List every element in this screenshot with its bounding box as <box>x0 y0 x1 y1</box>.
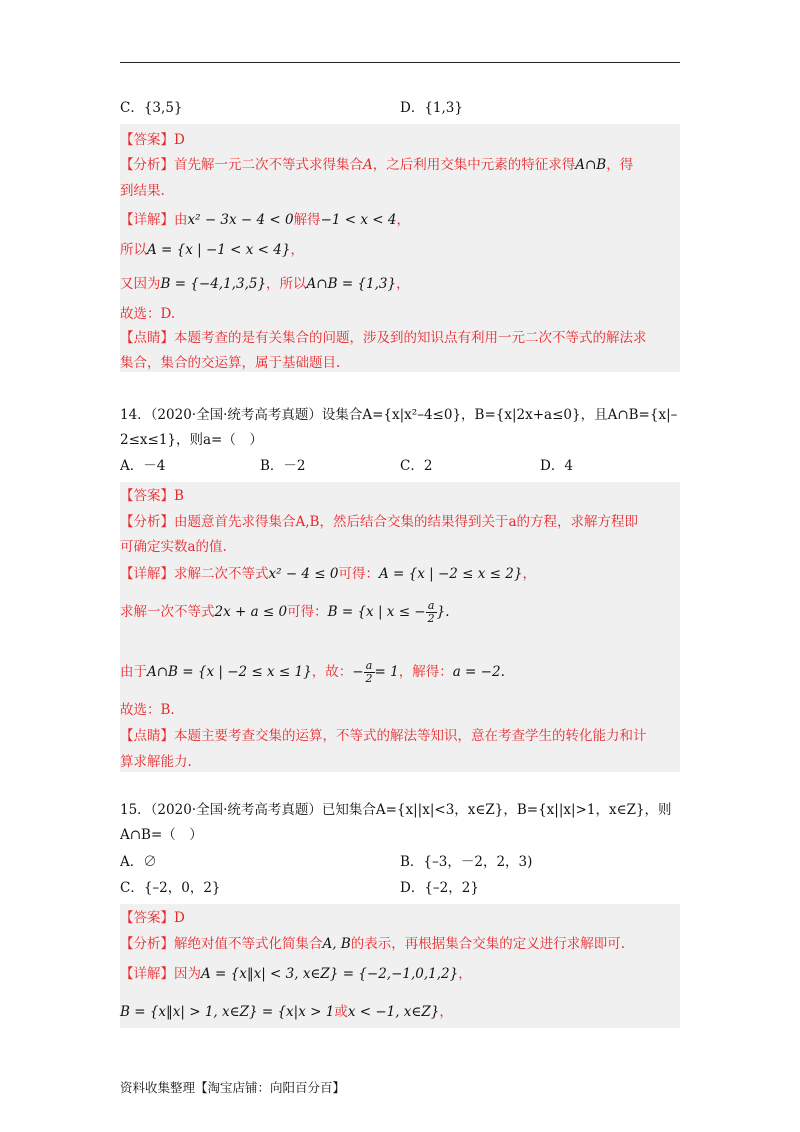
q14-stem-line1: 14．（2020·全国·统考高考真题）设集合A={x|x²–4≤0}，B={x|2x+a≤0}，且A∩B={x|– <box>120 407 678 423</box>
option-label: D． <box>400 100 425 116</box>
q14-detail-line1: 【详解】求解二次不等式x² − 4 ≤ 0可得：A = {x | −2 ≤ x ≤ 2}， <box>120 566 536 582</box>
header-rule <box>120 62 680 63</box>
q15-option-d: D．{–2，2} <box>400 880 479 896</box>
q15-option-b: B．{–3，－2，2，3) <box>400 854 533 870</box>
q14-analysis-line2: 可确定实数a的值. <box>120 539 227 555</box>
q13-analysis-line2: 到结果. <box>120 183 165 199</box>
q13-detail-line1: 【详解】由x² − 3x − 4 < 0解得−1 < x < 4， <box>120 212 410 228</box>
q14-comment-line1: 【点睛】本题主要考查交集的运算，不等式的解法等知识，意在考查学生的转化能力和计 <box>120 728 647 744</box>
q15-option-c: C．{–2，0，2} <box>120 880 221 896</box>
q14-stem-line2: 2≤x≤1}，则a=（ ） <box>120 432 263 448</box>
option-label: C． <box>120 100 144 116</box>
q14-comment-line2: 算求解能力. <box>120 754 192 770</box>
q14-option-a: A．－4 <box>120 458 166 474</box>
q14-detail-line2: 求解一次不等式2x + a ≤ 0可得：B = {x | x ≤ − $\frac{a}{2}$ }. <box>120 599 450 625</box>
q13-analysis-line1: 【分析】首先解一元二次不等式求得集合A，之后利用交集中元素的特征求得A∩B，得 <box>120 157 634 173</box>
fraction: $\frac{a}{2}$ <box>427 599 435 625</box>
q14-option-d: D．4 <box>540 458 573 474</box>
q14-answer: 【答案】B <box>120 488 184 504</box>
q14-option-b: B．－2 <box>260 458 306 474</box>
fraction: $\frac{a}{2}$ <box>365 659 373 685</box>
q15-analysis-line1: 【分析】解绝对值不等式化简集合A, B的表示，再根据集合交集的定义进行求解即可. <box>120 936 626 952</box>
q15-answer: 【答案】D <box>120 910 185 926</box>
option-value: {1,3} <box>424 100 463 116</box>
q13-option-d <box>400 98 463 118</box>
q13-comment-line1: 【点睛】本题考查的是有关集合的问题，涉及到的知识点有利用一元二次不等式的解法求 <box>120 330 647 346</box>
q14-analysis-line1: 【分析】由题意首先求得集合A,B，然后结合交集的结果得到关于a的方程，求解方程即 <box>120 514 639 530</box>
q13-choose: 故选：D. <box>120 306 176 322</box>
q13-answer: 【答案】D <box>120 132 185 148</box>
page-footer: 资料收集整理【淘宝店铺：向阳百分百】 <box>120 1080 346 1095</box>
q15-detail-line1: 【详解】因为A = {x‖x| < 3, x∈Z} = {−2,−1,0,1,2}， <box>120 966 472 982</box>
option-value: {3,5} <box>143 100 183 116</box>
q13-option-c <box>120 98 183 118</box>
q13-detail-line3: 又因为B = {−4,1,3,5}，所以A∩B = {1,3}， <box>120 276 410 292</box>
q14-option-c: C．2 <box>400 458 433 474</box>
q13-detail-line2: 所以A = {x | −1 < x < 4}， <box>120 242 304 258</box>
q15-stem-line1: 15．（2020·全国·统考高考真题）已知集合A={x||x|<3，x∈Z}，B={x||x|>1，x∈Z}，则 <box>120 802 672 818</box>
q15-stem-line2: A∩B=（ ） <box>120 827 203 843</box>
q14-choose: 故选：B. <box>120 702 175 718</box>
q15-option-a: A．∅ <box>120 854 157 870</box>
q14-detail-line3: 由于A∩B = {x | −2 ≤ x ≤ 1}，故：− $\frac{a}{2}$ = 1，解得：a = −2. <box>120 659 505 685</box>
q13-comment-line2: 集合，集合的交运算，属于基础题目. <box>120 355 341 371</box>
q15-detail-line2: B = {x‖x| > 1, x∈Z} = {x|x > 1或x < −1, x∈Z}， <box>120 1004 453 1020</box>
